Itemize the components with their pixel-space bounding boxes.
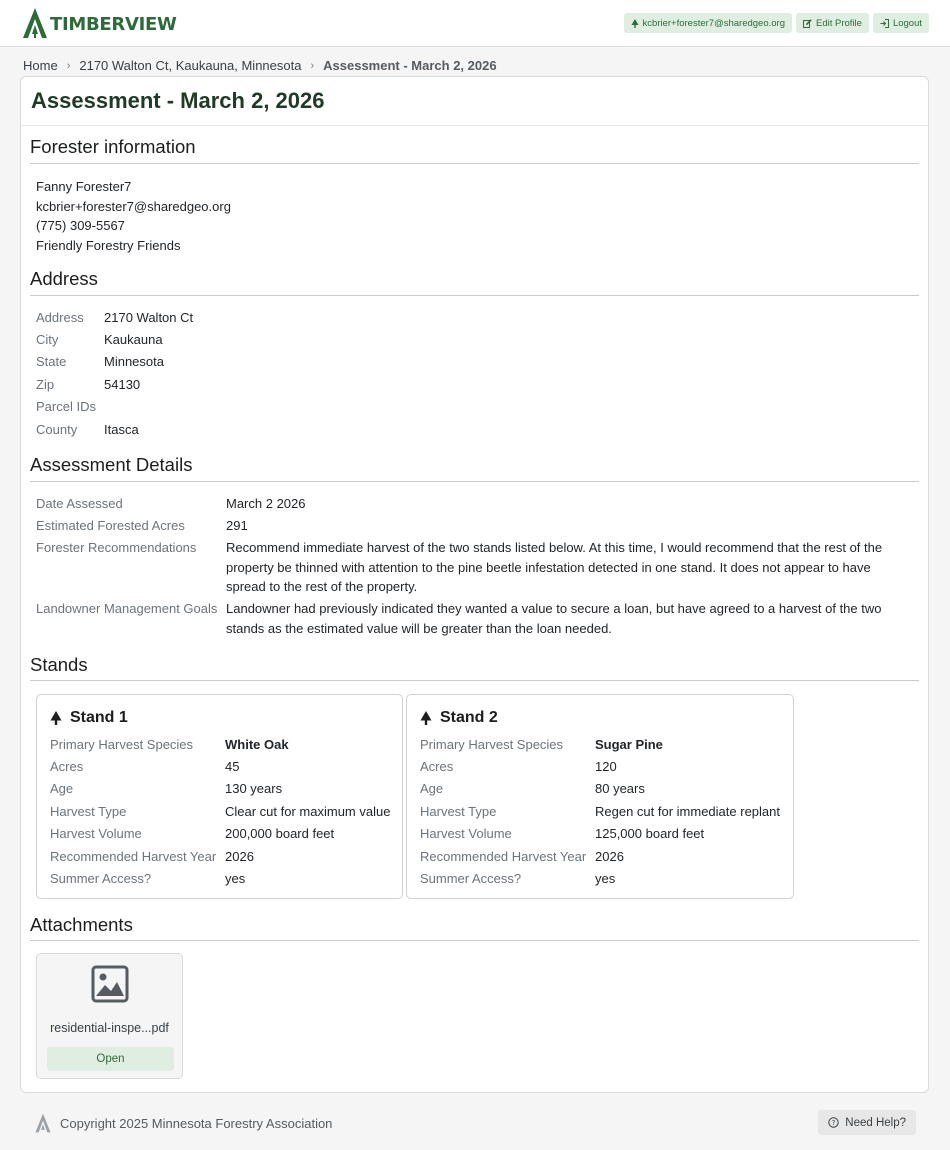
stand-row xyxy=(50,755,390,777)
date-label: Date Assessed xyxy=(36,496,123,511)
stand-value: Regen cut for immediate replant xyxy=(595,803,780,819)
stand-row xyxy=(420,755,780,777)
attachment-filename: residential-inspe...pdf xyxy=(50,1021,169,1035)
stand-attributes xyxy=(50,733,390,890)
address-label: Address xyxy=(36,309,84,325)
stand-row xyxy=(50,800,390,822)
stand-label: Harvest Volume xyxy=(50,826,142,842)
divider xyxy=(30,680,919,681)
county-label: County xyxy=(36,421,78,437)
acres-label: Estimated Forested Acres xyxy=(36,518,185,533)
stand-title xyxy=(50,709,128,727)
breadcrumb-home-link[interactable]: Home xyxy=(23,58,58,73)
stand-value: 45 xyxy=(225,759,240,775)
need-help-label: Need Help? xyxy=(845,1116,906,1129)
logout-button[interactable] xyxy=(873,13,929,33)
stand-label: Acres xyxy=(420,759,454,775)
stand-value: yes xyxy=(225,871,246,887)
stand-row xyxy=(50,823,390,845)
address-list xyxy=(36,306,193,440)
zip-value: 54130 xyxy=(104,376,141,392)
county-row xyxy=(36,418,193,440)
address-value: 2170 Walton Ct xyxy=(104,309,194,325)
divider xyxy=(21,125,928,126)
stand-label: Harvest Type xyxy=(420,803,497,819)
tree-icon xyxy=(631,19,639,28)
stand-label: Age xyxy=(50,781,74,797)
state-label: State xyxy=(36,354,67,370)
state-value: Minnesota xyxy=(104,354,164,370)
divider xyxy=(30,295,919,296)
stand-row xyxy=(50,845,390,867)
acres-row xyxy=(36,516,911,536)
user-email: kcbrier+forester7@sharedgeo.org xyxy=(642,17,785,29)
parcel-label: Parcel IDs xyxy=(36,399,96,415)
state-row xyxy=(36,351,193,373)
logo-mark-icon xyxy=(22,7,48,39)
stand-title-text: Stand 1 xyxy=(70,709,128,726)
stand-card xyxy=(406,694,794,899)
forester-name: Fanny Forester7 xyxy=(36,179,132,194)
attachment-tile[interactable] xyxy=(36,953,183,1079)
logo-mark-icon xyxy=(34,1113,52,1133)
goals-row xyxy=(36,599,911,638)
date-row xyxy=(36,494,911,514)
footer xyxy=(34,1113,332,1133)
forester-info xyxy=(36,177,231,255)
stand-row xyxy=(50,778,390,800)
divider xyxy=(30,163,919,164)
stand-value: White Oak xyxy=(225,736,289,752)
attachments-heading: Attachments xyxy=(30,914,133,935)
breadcrumb-current: Assessment - March 2, 2026 xyxy=(323,58,497,73)
copyright-text: Copyright 2025 Minnesota Forestry Association xyxy=(60,1115,333,1131)
stand-row xyxy=(50,733,390,755)
breadcrumb xyxy=(23,58,497,73)
edit-icon xyxy=(803,19,812,28)
stand-label: Harvest Volume xyxy=(420,826,512,842)
address-row xyxy=(36,306,193,328)
edit-profile-label: Edit Profile xyxy=(816,17,862,29)
stand-value: 2026 xyxy=(595,848,624,864)
stand-value: Sugar Pine xyxy=(595,736,663,752)
city-label: City xyxy=(36,332,59,348)
stand-label: Harvest Type xyxy=(50,803,127,819)
assessment-card xyxy=(20,76,929,1093)
forester-company: Friendly Forestry Friends xyxy=(36,237,181,253)
stand-card xyxy=(36,694,403,899)
acres-value: 291 xyxy=(226,518,248,533)
stand-label: Recommended Harvest Year xyxy=(420,848,587,864)
stand-value: yes xyxy=(595,871,616,887)
stand-row xyxy=(420,823,780,845)
stand-label: Acres xyxy=(50,759,84,775)
stand-row xyxy=(50,867,390,889)
stand-label: Age xyxy=(420,781,444,797)
image-icon xyxy=(91,965,129,1003)
breadcrumb-property-link[interactable]: 2170 Walton Ct, Kaukauna, Minnesota xyxy=(79,58,302,73)
tree-icon xyxy=(420,711,432,725)
details-list xyxy=(36,494,911,638)
svg-text:?: ? xyxy=(831,1119,836,1127)
stand-value: 125,000 board feet xyxy=(595,826,705,842)
stand-label: Primary Harvest Species xyxy=(50,736,194,752)
edit-profile-button[interactable] xyxy=(796,13,869,33)
address-heading: Address xyxy=(30,268,98,289)
forester-phone: (775) 309-5567 xyxy=(36,218,125,233)
stand-value: Clear cut for maximum value xyxy=(225,803,391,819)
open-attachment-button[interactable]: Open xyxy=(47,1047,174,1071)
chevron-right-icon: › xyxy=(310,59,315,72)
stand-title-text: Stand 2 xyxy=(440,709,498,726)
stand-value: 2026 xyxy=(225,848,254,864)
stand-attributes xyxy=(420,733,780,890)
brand-logo[interactable] xyxy=(22,6,177,40)
county-value: Itasca xyxy=(104,421,139,437)
goals-label: Landowner Management Goals xyxy=(36,601,218,616)
stand-row xyxy=(420,800,780,822)
stand-label: Summer Access? xyxy=(50,871,152,887)
recommendations-value: Recommend immediate harvest of the two stands listed below. At this time, I would recommend that the rest of the property be thinned with attention to the pine beetle infestation detected in one stand. It does not appear to have spread to the rest of the property. xyxy=(226,540,883,594)
tree-icon xyxy=(50,711,62,725)
stand-value: 200,000 board feet xyxy=(225,826,335,842)
stand-row xyxy=(420,778,780,800)
stand-label: Recommended Harvest Year xyxy=(50,848,217,864)
stand-row xyxy=(420,845,780,867)
help-icon xyxy=(828,1117,839,1128)
forester-email: kcbrier+forester7@sharedgeo.org xyxy=(36,198,231,214)
parcel-row xyxy=(36,396,193,418)
top-navbar xyxy=(0,0,950,47)
stand-row xyxy=(420,733,780,755)
recommendations-label: Forester Recommendations xyxy=(36,540,197,555)
need-help-button[interactable] xyxy=(818,1110,916,1135)
stand-value: 80 years xyxy=(595,781,645,797)
stand-title xyxy=(420,709,498,727)
city-value: Kaukauna xyxy=(104,332,163,348)
logout-icon xyxy=(880,19,889,28)
divider xyxy=(30,940,919,941)
forester-heading: Forester information xyxy=(30,136,196,157)
page-title: Assessment - March 2, 2026 xyxy=(31,88,325,113)
zip-label: Zip xyxy=(36,376,55,392)
details-heading: Assessment Details xyxy=(30,454,193,475)
stands-heading: Stands xyxy=(30,654,88,675)
stand-value: 120 xyxy=(595,759,617,775)
date-value: March 2 2026 xyxy=(226,496,306,511)
stand-value: 130 years xyxy=(225,781,283,797)
city-row xyxy=(36,328,193,350)
divider xyxy=(30,481,919,482)
stand-label: Primary Harvest Species xyxy=(420,736,564,752)
zip-row xyxy=(36,373,193,395)
chevron-right-icon: › xyxy=(66,59,71,72)
logout-label: Logout xyxy=(892,17,922,29)
recommendations-row xyxy=(36,538,911,597)
brand-name: TIMBERVIEW xyxy=(50,14,177,35)
stand-label: Summer Access? xyxy=(420,871,522,887)
user-email-button[interactable] xyxy=(624,13,792,33)
goals-value: Landowner had previously indicated they wanted a value to secure a loan, but have agreed to a harvest of the two stands as the estimated value will be greater than the loan needed. xyxy=(226,601,882,636)
stand-row xyxy=(420,867,780,889)
